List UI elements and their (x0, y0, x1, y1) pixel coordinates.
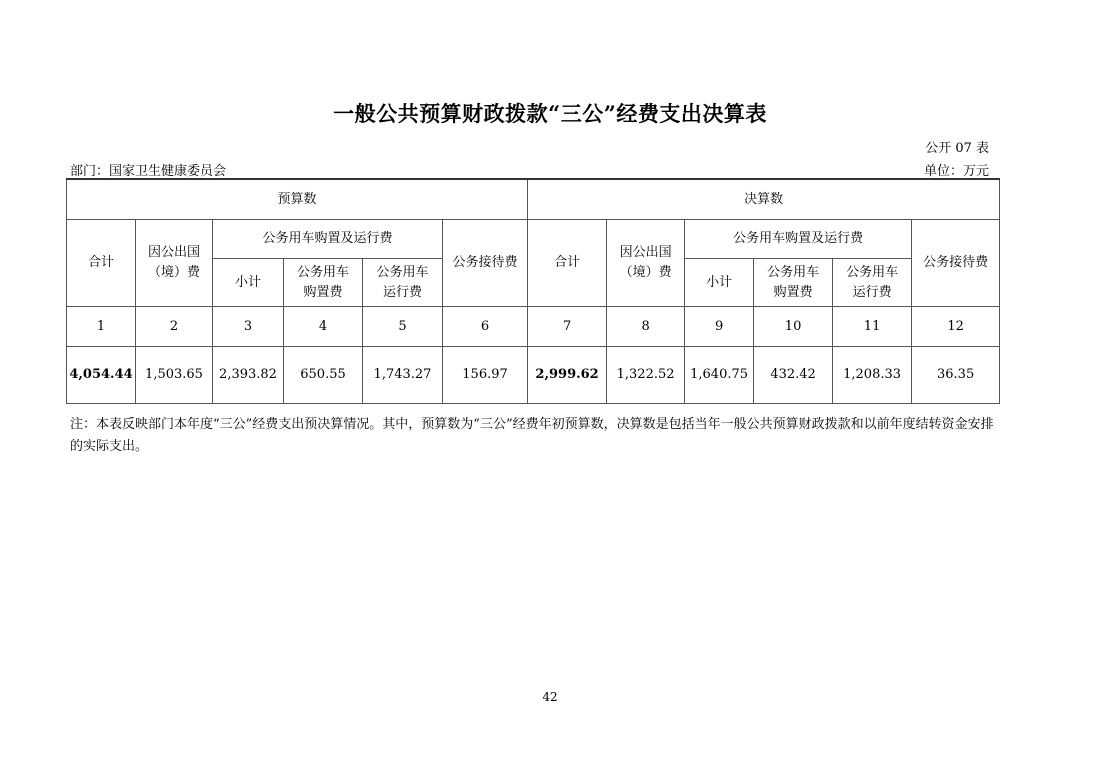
column-number: 12 (912, 307, 1000, 347)
column-number: 7 (528, 307, 607, 347)
value-row (67, 347, 1000, 404)
value-budget-vehicle-purchase: 650.55 (284, 347, 363, 404)
column-number: 3 (213, 307, 284, 347)
table-note: 注：本表反映部门本年度“三公”经费支出预决算情况。其中，预算数为“三公”经费年初预算数，决算数是包括当年一般公共预算财政拨款和以前年度结转资金安排的实际支出。 (70, 417, 994, 454)
form-number: 公开 07 表 (925, 141, 989, 156)
value-budget-vehicle-operation: 1,743.27 (363, 347, 443, 404)
value-budget-reception: 156.97 (443, 347, 528, 404)
header-total: 合计 (67, 220, 136, 307)
value-final-vehicle-operation: 1,208.33 (833, 347, 912, 404)
column-number: 4 (284, 307, 363, 347)
header-subtotal: 小计 (685, 259, 754, 307)
value-final-vehicle-purchase: 432.42 (754, 347, 833, 404)
value-budget-total: 4,054.44 (67, 347, 136, 404)
column-number: 11 (833, 307, 912, 347)
column-number: 8 (607, 307, 685, 347)
budget-header: 预算数 (67, 179, 528, 220)
value-final-reception: 36.35 (912, 347, 1000, 404)
column-number: 6 (443, 307, 528, 347)
column-number: 10 (754, 307, 833, 347)
page-number: 42 (542, 690, 558, 704)
header-subtotal: 小计 (213, 259, 284, 307)
header-abroad: 因公出国 （境）费 (607, 220, 685, 307)
expenditure-table (66, 178, 1000, 404)
department-label: 部门：国家卫生健康委员会 (70, 164, 227, 179)
header-vehicle-purchase: 公务用车 购置费 (754, 259, 833, 307)
unit-label: 单位：万元 (923, 164, 989, 179)
value-final-total: 2,999.62 (528, 347, 607, 404)
header-reception: 公务接待费 (912, 220, 1000, 307)
final-header: 决算数 (528, 179, 1000, 220)
header-total: 合计 (528, 220, 607, 307)
document-title: 一般公共预算财政拨款“三公”经费支出决算表 (333, 101, 767, 126)
column-number-row (67, 307, 1000, 347)
header-vehicle: 公务用车购置及运行费 (213, 220, 443, 259)
header-vehicle: 公务用车购置及运行费 (685, 220, 912, 259)
column-number: 5 (363, 307, 443, 347)
value-final-abroad: 1,322.52 (607, 347, 685, 404)
header-reception: 公务接待费 (443, 220, 528, 307)
header-abroad: 因公出国 （境）费 (136, 220, 213, 307)
value-budget-vehicle-subtotal: 2,393.82 (213, 347, 284, 404)
header-vehicle-operation: 公务用车 运行费 (833, 259, 912, 307)
header-vehicle-purchase: 公务用车 购置费 (284, 259, 363, 307)
column-number: 1 (67, 307, 136, 347)
column-number: 9 (685, 307, 754, 347)
header-vehicle-operation: 公务用车 运行费 (363, 259, 443, 307)
column-number: 2 (136, 307, 213, 347)
value-final-vehicle-subtotal: 1,640.75 (685, 347, 754, 404)
value-budget-abroad: 1,503.65 (136, 347, 213, 404)
